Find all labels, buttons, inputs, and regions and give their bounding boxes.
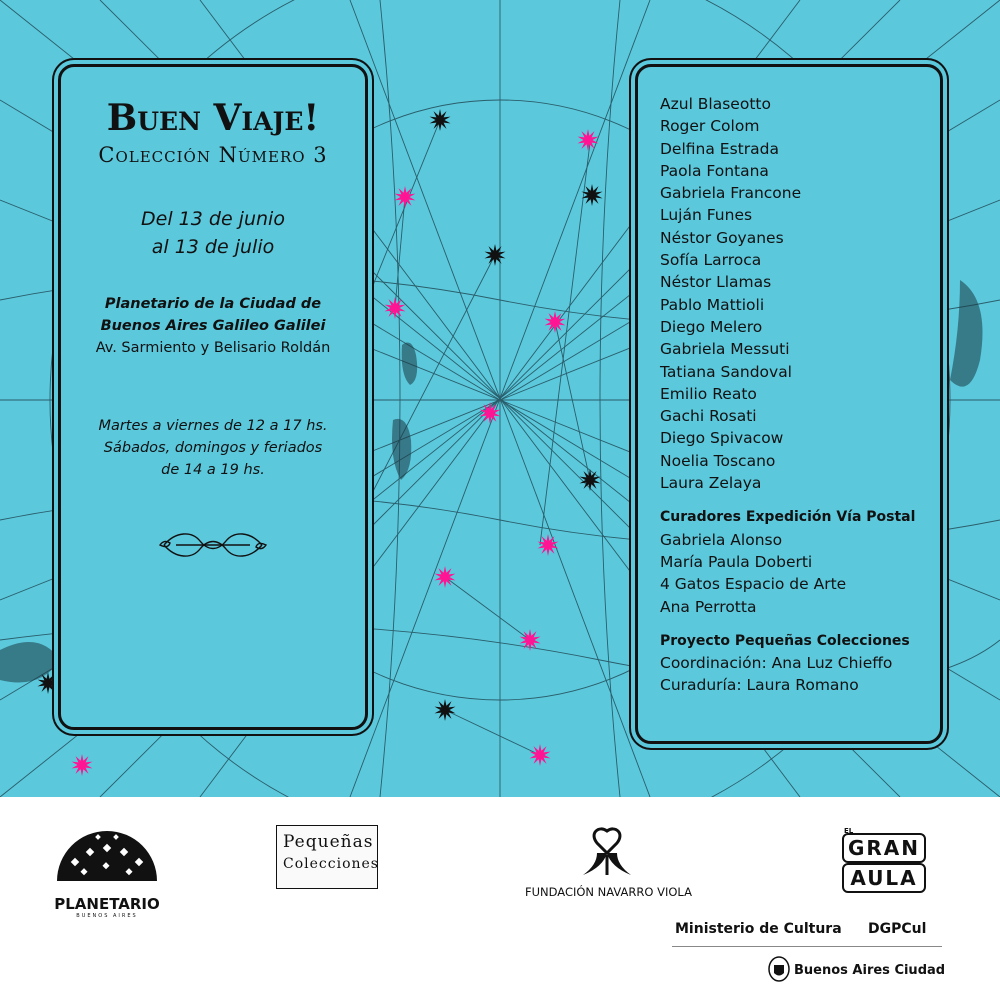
- artist-name: Emilio Reato: [660, 384, 757, 403]
- fundacion-logo-text: FUNDACIÓN NAVARRO VIOLA: [525, 885, 692, 899]
- curator-name: María Paula Doberti: [660, 552, 813, 571]
- curators-heading: Curadores Expedición Vía Postal: [660, 509, 916, 526]
- date-end: al 13 de julio: [151, 236, 275, 258]
- gran-aula-el: EL: [844, 827, 854, 835]
- black-star-icon: [580, 469, 601, 491]
- date-start: Del 13 de junio: [141, 208, 285, 230]
- artist-name: Gabriela Francone: [660, 184, 802, 203]
- magenta-star-icon: [530, 744, 551, 766]
- curator-name: 4 Gatos Espacio de Arte: [660, 575, 847, 594]
- artist-name: Tatiana Sandoval: [660, 362, 792, 381]
- fundacion-emblem-icon: [525, 827, 690, 879]
- magenta-star-icon: [578, 129, 599, 151]
- sponsors-footer: [0, 797, 1000, 1000]
- gran-aula-line1: GRAN: [842, 833, 926, 863]
- credits-list: [660, 93, 915, 697]
- magenta-star-icon: [545, 311, 566, 333]
- artist-name: Gabriela Messuti: [660, 340, 790, 359]
- dates: [61, 205, 365, 261]
- project-curation: Curaduría: Laura Romano: [660, 676, 859, 695]
- artist-name: Luján Funes: [660, 206, 753, 225]
- artist-name: Néstor Llamas: [660, 273, 772, 292]
- magenta-star-icon: [385, 297, 406, 319]
- pequenas-logo-line2: Colecciones: [283, 856, 379, 872]
- planetario-logo-text: PLANETARIO: [54, 895, 160, 913]
- magenta-star-icon: [72, 754, 93, 776]
- hours-line1: Martes a viernes de 12 a 17 hs.: [98, 418, 328, 434]
- buenos-aires-ciudad-label: Buenos Aires Ciudad: [794, 963, 946, 978]
- artist-name: Diego Melero: [660, 317, 763, 336]
- pequenas-logo-line1: Pequeñas: [283, 832, 374, 852]
- pequenas-colecciones-logo: [276, 825, 378, 889]
- opening-hours: [61, 415, 365, 481]
- magenta-star-icon: [520, 629, 541, 651]
- artist-name: Delfina Estrada: [660, 139, 779, 158]
- venue-name-line2: Buenos Aires Galileo Galilei: [100, 318, 326, 334]
- artist-name: Sofía Larroca: [660, 251, 762, 270]
- black-star-icon: [430, 109, 451, 131]
- hours-line3: de 14 a 19 hs.: [161, 462, 265, 478]
- venue: [61, 293, 365, 359]
- gran-aula-line2: AULA: [842, 863, 926, 893]
- planetario-dome-icon: [42, 819, 172, 889]
- ministry-label: Ministerio de Cultura: [675, 921, 842, 937]
- magenta-star-icon: [435, 566, 456, 588]
- credits-panel: [635, 64, 943, 744]
- hours-line2: Sábados, domingos y feriados: [103, 440, 323, 456]
- venue-name-line1: Planetario de la Ciudad de: [104, 296, 322, 312]
- project-coordination: Coordinación: Ana Luz Chieffo: [660, 654, 893, 673]
- fundacion-navarro-viola-logo: [525, 827, 690, 897]
- artist-name: Roger Colom: [660, 117, 760, 136]
- artist-name: Noelia Toscano: [660, 451, 776, 470]
- curator-name: Ana Perrotta: [660, 597, 757, 616]
- curator-name: Gabriela Alonso: [660, 530, 783, 549]
- artist-name: Diego Spivacow: [660, 429, 784, 448]
- buenos-aires-crest-icon: [768, 956, 790, 982]
- project-heading: Proyecto Pequeñas Colecciones: [660, 632, 910, 649]
- artist-name: Laura Zelaya: [660, 474, 762, 493]
- footer-divider: [672, 946, 942, 947]
- gran-aula-logo: [836, 827, 928, 897]
- venue-address: Av. Sarmiento y Belisario Roldán: [95, 340, 331, 356]
- dgpcul-label: DGPCul: [868, 921, 927, 937]
- black-star-icon: [435, 699, 456, 721]
- artist-name: Néstor Goyanes: [660, 228, 784, 247]
- exhibition-info-panel: [58, 64, 368, 730]
- exhibition-title: Buen Viaje!: [106, 97, 320, 139]
- planetario-logo: [42, 819, 172, 919]
- flourish-ornament-icon: [156, 525, 270, 565]
- artist-name: Pablo Mattioli: [660, 295, 765, 314]
- planetario-logo-subtext: BUENOS AIRES: [76, 913, 138, 919]
- artist-name: Azul Blaseotto: [660, 95, 771, 113]
- collection-subtitle: Colección Número 3: [98, 143, 328, 167]
- artist-name: Paola Fontana: [660, 161, 769, 180]
- black-star-icon: [485, 244, 506, 266]
- artist-name: Gachi Rosati: [660, 407, 757, 426]
